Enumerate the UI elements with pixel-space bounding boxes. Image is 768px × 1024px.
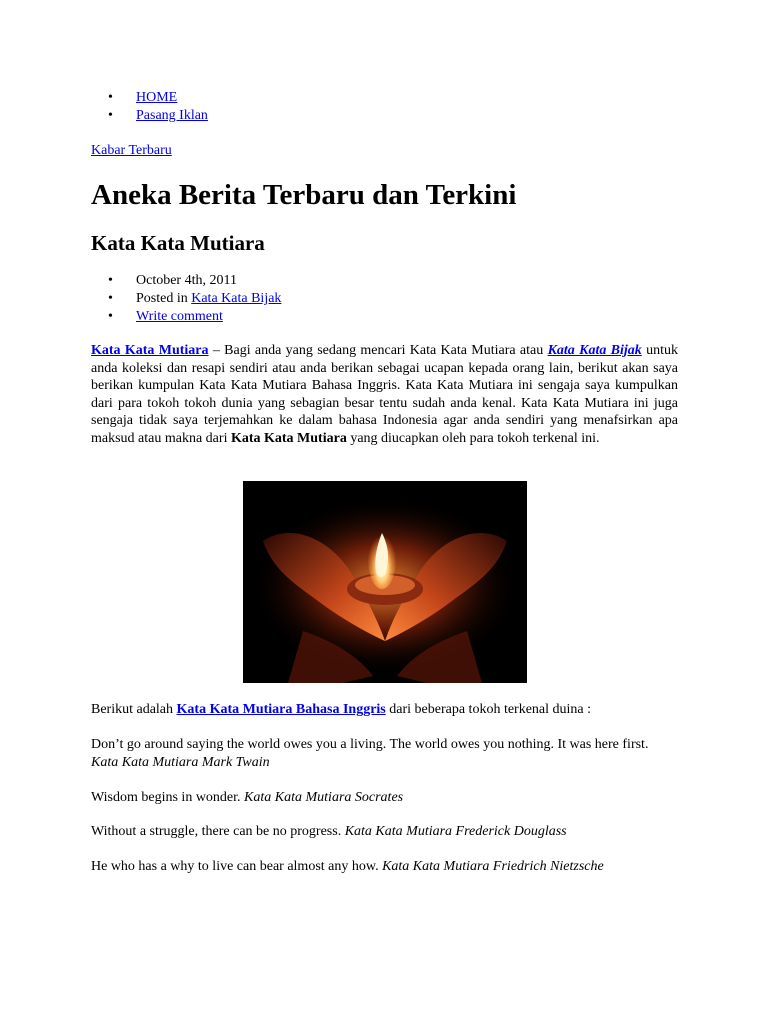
quote-paragraph (91, 789, 678, 807)
post-category (91, 290, 281, 308)
candle-hands-image (243, 481, 527, 683)
top-nav (91, 89, 208, 125)
category-link[interactable]: Kata Kata Bijak (191, 291, 282, 306)
quote-attribution: Kata Kata Mutiara Mark Twain (91, 754, 270, 770)
pasang-iklan-link[interactable]: Pasang Iklan (136, 108, 208, 123)
kata-kata-mutiara-link[interactable]: Kata Kata Mutiara (91, 343, 209, 358)
site-title: Aneka Berita Terbaru dan Terkini (91, 179, 517, 211)
intro-text-3: yang diucapkan oleh para tokoh terkenal ini. (346, 430, 600, 446)
kabar-terbaru-link[interactable]: Kabar Terbaru (91, 143, 172, 158)
nav-item-pasang-iklan (91, 107, 208, 125)
quote-text: Without a struggle, there can be no progress. (91, 824, 345, 839)
post-date: • October 4th, 2011 (91, 272, 281, 290)
quote-paragraph (91, 736, 678, 771)
quote-attribution: Kata Kata Mutiara Frederick Douglass (344, 824, 567, 839)
intro-bold-keyword: Kata Kata Mutiara (230, 430, 347, 446)
intro-text-2: untuk anda koleksi dan resapi sendiri atau anda berikan sebagai ucapan kepada orang lain, berikut akan saya berikan kumpulan Kata Kata Mutiara Bahasa Inggris. Kata Kata Mutiara ini sengaja saya kumpulkan dari para tokoh tokoh dunia yang sebagian besar tentu sudah anda kenal. Kata Kata Mutiara ini juga sengaja tidak saya terjemahkan ke dalam bahasa Indonesia agar anda sendiri yang menafsirkan apa maksud atau makna dari (91, 343, 678, 446)
kata-kata-bijak-link[interactable]: Kata Kata Bijak (547, 343, 642, 358)
quote-paragraph (91, 823, 678, 841)
home-link[interactable]: HOME (136, 90, 178, 105)
posted-in-label: Posted in (136, 291, 192, 306)
intro-paragraph (91, 342, 678, 448)
post-comment (91, 308, 281, 326)
quote-attribution: Kata Kata Mutiara Socrates (244, 790, 404, 805)
list-intro-paragraph (91, 701, 678, 719)
quote-paragraph (91, 858, 678, 876)
post-meta (91, 272, 281, 326)
bahasa-inggris-link[interactable]: Kata Kata Mutiara Bahasa Inggris (176, 702, 386, 717)
quote-attribution: Kata Kata Mutiara Friedrich Nietzsche (382, 859, 604, 874)
list-intro-suffix: dari beberapa tokoh terkenal duina : (385, 702, 592, 717)
nav-item-home (91, 89, 208, 107)
write-comment-link[interactable]: Write comment (136, 309, 223, 324)
intro-text-1: – Bagi anda yang sedang mencari Kata Kata Mutiara atau (208, 343, 548, 358)
quote-text: Don’t go around saying the world owes you a living. The world owes you nothing. It was here first. (91, 737, 649, 752)
candle-hands-illustration (243, 481, 527, 683)
list-intro-prefix: Berikut adalah (91, 702, 177, 717)
quote-text: Wisdom begins in wonder. (91, 790, 245, 805)
quote-text: He who has a why to live can bear almost any how. (91, 859, 383, 874)
post-title: Kata Kata Mutiara (91, 231, 265, 255)
